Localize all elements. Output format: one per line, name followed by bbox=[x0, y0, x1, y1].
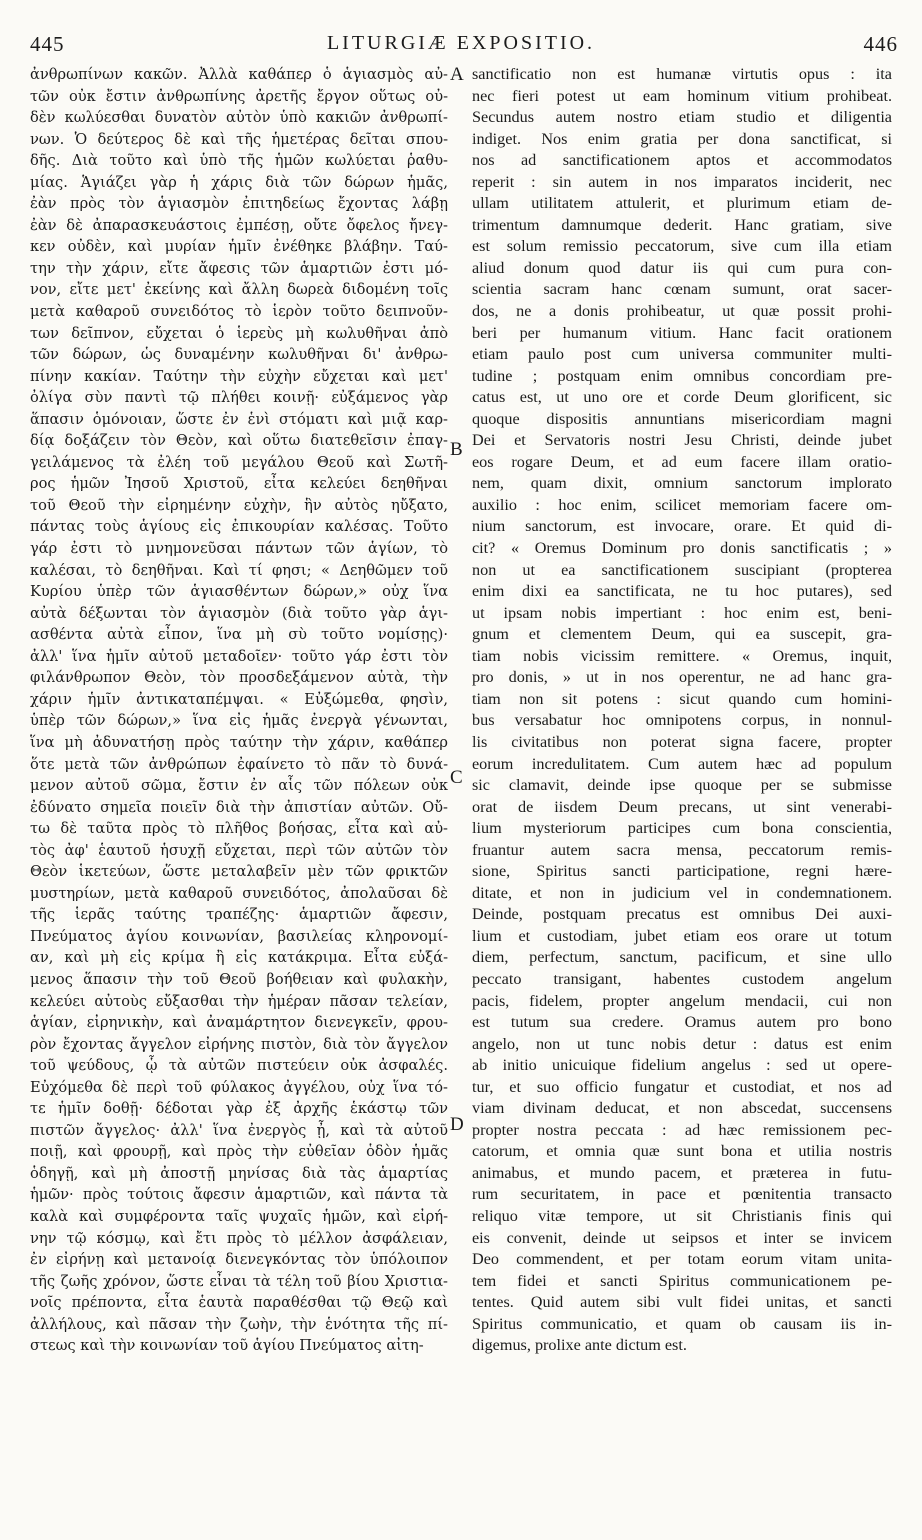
text-line: ρὸν ἔχοντας ἄγγελον εἰρήνης πιστὸν, διὰ τὸν ἄγγελον bbox=[30, 1035, 448, 1053]
text-line: reliquo vitæ tempore, ut sit Christianis finis qui bbox=[472, 1206, 892, 1225]
text-line: ὁδηγῇ, καὶ μὴ ἀποστῇ μηνίσας διὰ τὰς ἁμαρτίας bbox=[30, 1164, 448, 1182]
text-line: τῶν δώρων, ὡς δυναμένην κωλυθῆναι δι' ἀνθρω- bbox=[30, 346, 448, 364]
text-line: eorum incredulitatem. Cum autem hæc ad populum bbox=[472, 754, 892, 773]
text-line: ἀνθρωπίνων κακῶν. Ἀλλὰ καθάπερ ὁ ἁγιασμὸς αὐ- bbox=[30, 66, 448, 83]
text-line: diem, perfectum, sanctum, pacificum, et sine ullo bbox=[472, 948, 892, 967]
text-line: τοῦ Θεοῦ τὴν εἰρημένην εὐχὴν, ἣν αὐτὸς ηὔξατο, bbox=[30, 496, 448, 514]
text-line: δῆς. Διὰ τοῦτο καὶ ὑπὸ τῆς ἡμῶν κωλύεται ῥαθυ- bbox=[30, 152, 448, 170]
text-line: αὐτὰ δέξωνται τὸν ἁγιασμὸν (διὰ τοῦτο γὰρ ἁγι- bbox=[30, 604, 448, 622]
text-line: ab initio unicuique fidelium angelus : sed ut opere- bbox=[472, 1056, 892, 1075]
text-line: nec fieri potest ut eam hominum vitium prohibeat. bbox=[472, 86, 892, 105]
text-line: peccato transigant, habentes custodem angelum bbox=[472, 969, 892, 988]
text-line: τῶν οὐκ ἔστιν ἀνθρωπίνης ἀρετῆς ἔργον οὕτως οὐ- bbox=[30, 87, 448, 105]
text-line: sanctificatio non est humanæ virtutis opus : ita bbox=[472, 65, 892, 83]
text-line: ασθέντα αὐτὰ εἶπον, ἵνα μὴ σὺ τοῦτο νομίσῃς)· bbox=[30, 626, 448, 644]
text-line: cit? « Oremus Dominum pro donis sanctificatis ; » bbox=[472, 539, 892, 558]
text-line: etiam paulo post cum universa communiter multi- bbox=[472, 345, 892, 364]
text-line: sic clamavit, deinde ipse quoque per se submisse bbox=[472, 776, 892, 795]
text-line: fruantur autem sacra mensa, peccatorum remis- bbox=[472, 840, 892, 859]
page-number-left: 445 bbox=[30, 32, 65, 56]
text-line: Deo commendent, et per totam eorum vitam unita- bbox=[472, 1250, 892, 1269]
text-line: pro donis, » ut in nos operentur, ne ad hanc gra- bbox=[472, 668, 892, 687]
text-line: reperit : sin autem in nos imparatos inciderit, nec bbox=[472, 172, 892, 191]
text-line: των δεῖπνον, εὔχεται ὁ ἱερεὺς μὴ κωλυθῆναι ἀπὸ bbox=[30, 324, 448, 342]
section-marker-a: A bbox=[450, 64, 464, 85]
text-line: καλέσαι, τὸ δεηθῆναι. Καὶ τί φησι; « Δεηθῶμεν τοῦ bbox=[30, 561, 448, 579]
text-line: ὀλίγα σὺν παντὶ τῷ πλήθει κοινῇ· εὐξάμενος γὰρ bbox=[30, 389, 448, 407]
text-line: Dei et Servatoris nostri Jesu Christi, deinde jubet bbox=[472, 431, 892, 450]
text-line: φιλάνθρωπον Θεὸν, τὸν προσδεξάμενον αὐτὰ, τὴν bbox=[30, 669, 448, 687]
text-line: Deinde, postquam precatus est omnibus Dei auxi- bbox=[472, 905, 892, 924]
text-line: ἐὰν δὲ ἀπαρασκευάστοις ἐμπέσῃ, οὔτε ὄφελος ἤνεγ- bbox=[30, 216, 448, 234]
text-line: γειλάμενος τὰ ἐλέη τοῦ μεγάλου Θεοῦ καὶ Σωτῆ- bbox=[30, 453, 448, 471]
text-line: angelo, non ut tunc nobis detur : datus est enim bbox=[472, 1034, 892, 1053]
text-line: ὅτε μετὰ τῶν ἀνθρώπων ἐφαίνετο τὸ πᾶν τὸ δυνά- bbox=[30, 755, 448, 773]
text-line: tem fidei et sancti Spiritus communicationem pe- bbox=[472, 1271, 892, 1290]
text-line: animabus, et mundo pacem, et præterea in futu- bbox=[472, 1163, 892, 1182]
text-line: nem, quam dixit, omnium sanctorum implorato bbox=[472, 474, 892, 493]
text-line: ἀλλήλους, καὶ πᾶσαν τὴν ζωὴν, τὴν ἑνότητα τῆς πί- bbox=[30, 1315, 448, 1333]
text-line: ποιῇ, καὶ φρουρῇ, καὶ πρὸς τὴν εὐθεῖαν ὁδὸν ἡμᾶς bbox=[30, 1143, 448, 1161]
text-line: rum securitatem, in pace et pœnitentia transacto bbox=[472, 1185, 892, 1204]
text-line: ρος ἡμῶν Ἰησοῦ Χριστοῦ, εἶτα κελεύει δεηθῆναι bbox=[30, 475, 448, 493]
text-line: beri per humanum vitium. Hanc facit orationem bbox=[472, 323, 892, 342]
text-line: Εὐχόμεθα δὲ περὶ τοῦ φύλακος ἀγγέλου, οὐχ ἵνα τό- bbox=[30, 1078, 448, 1096]
text-line: nos ad sanctificationem aptos et accommodatos bbox=[472, 151, 892, 170]
text-line: orat de iisdem Deum precans, ut sint venerabi- bbox=[472, 797, 892, 816]
text-line: ἐὰν πρὸς τὸν ἁγιασμὸν ἐπιτηδείως ἔχοντας λάβῃ bbox=[30, 195, 448, 213]
text-line: tiam non sit potens : sicut quando cum homini- bbox=[472, 689, 892, 708]
text-line: στεως καὶ τὴν κοινωνίαν τοῦ ἁγίου Πνεύματος αἰτη- bbox=[30, 1337, 424, 1355]
text-line: sione, Spiritus sancti participatione, regni hære- bbox=[472, 862, 892, 881]
running-title: LITURGIÆ EXPOSITIO. bbox=[326, 32, 596, 54]
text-line: τε ἡμῖν δοθῇ· δέδοται γὰρ ἐξ ἀρχῆς ἑκάστῳ τῶν bbox=[30, 1100, 448, 1118]
text-line: την τὴν χάριν, εἴτε ἄφεσις τῶν ἁμαρτιῶν ἐστι μό- bbox=[30, 259, 448, 277]
text-line: μενος ἅπασιν τὴν τοῦ Θεοῦ βοήθειαν καὶ φυλακὴν, bbox=[30, 970, 448, 988]
text-line: κεν οὐδὲν, καὶ μυρίαν ἡμῖν ἐνέθηκε βλάβην. Ταύ- bbox=[30, 238, 448, 256]
text-line: μυστηρίων, μετὰ καθαροῦ συνειδότος, ἀπολαῦσαι δὲ bbox=[30, 884, 448, 902]
text-line: ullam utilitatem attulerit, et plurimum etiam de- bbox=[472, 194, 892, 213]
text-line: ἵνα μὴ ἀδυνατήσῃ πρὸς ταύτην τὴν χάριν, καθάπερ bbox=[30, 733, 448, 751]
text-line: ὑπὲρ τῶν δώρων,» ἵνα εἰς ἡμᾶς ἐνεργὰ γένωνται, bbox=[30, 712, 448, 730]
section-marker-d: D bbox=[450, 1114, 464, 1135]
text-line: viam divinam deducat, et non abscedat, succensens bbox=[472, 1099, 892, 1118]
text-line: pacis, fidelem, propter angelum mendacii, cui non bbox=[472, 991, 892, 1010]
text-line: γάρ ἐστι τὸ μνημονεῦσαι πάντων τῶν ἁγίων, τὸ bbox=[30, 540, 448, 558]
text-line: enim dixi ea sanctificata, ne tu hoc putares), sed bbox=[472, 582, 892, 601]
text-line: Κυρίου ὑπὲρ τῶν ἁγιασθέντων δώρων,» οὐχ ἵνα bbox=[30, 583, 448, 601]
page-header bbox=[0, 30, 922, 58]
text-line: est tutum sua credere. Oramus autem pro bono bbox=[472, 1013, 892, 1032]
text-line: trimentum damnumque dederit. Hanc gratiam, sive bbox=[472, 215, 892, 234]
text-line: μίας. Ἁγιάζει γὰρ ἡ χάρις διὰ τῶν δώρων ἡμᾶς, bbox=[30, 173, 448, 191]
text-line: eis convenit, deinde ut seipsos et inter se invicem bbox=[472, 1228, 892, 1247]
greek-column bbox=[30, 64, 448, 1514]
text-line: auxilio : hoc enim, scilicet memoriam facere om- bbox=[472, 495, 892, 514]
text-line: ut ipsam nobis impertiant : hoc enim est, beni- bbox=[472, 603, 892, 622]
text-line: ἡμῶν· πρὸς τούτοις ἄφεσιν ἁμαρτιῶν, καὶ πάντα τὰ bbox=[30, 1186, 448, 1204]
text-line: δὲν κωλύεσθαι δυνατὸν αὐτὸν ὑπὸ κακιῶν ἀνθρωπί- bbox=[30, 109, 448, 127]
text-line: Θεὸν ἱκετεύων, ὥστε μεταλαβεῖν μὲν τῶν φρικτῶν bbox=[30, 863, 448, 881]
text-line: κελεύει αὐτοὺς εὔξασθαι τὴν ἡμέραν πᾶσαν τελείαν, bbox=[30, 992, 448, 1010]
text-line: τῆς ἱερᾶς ταύτης τραπέζης· ἁμαρτιῶν ἄφεσιν, bbox=[30, 906, 448, 924]
section-marker-c: C bbox=[450, 767, 463, 788]
text-line: ἐδύνατο σημεῖα ποιεῖν διὰ τὴν ἀπιστίαν αὐτῶν. Οὔ- bbox=[30, 798, 448, 816]
text-line: πιστῶν ἄγγελος· ἀλλ' ἵνα ἐνεργὸς ᾖ, καὶ τὰ αὐτοῦ bbox=[30, 1121, 448, 1139]
text-line: νων. Ὁ δεύτερος δὲ καὶ τῆς ἡμετέρας δεῖται σπου- bbox=[30, 130, 448, 148]
text-line: lium et custodiam, jubet etiam eos orare ut totum bbox=[472, 926, 892, 945]
text-line: μενον αὐτοῦ σῶμα, ἔστιν ἐν αἷς τῶν πόλεων οὐκ bbox=[30, 777, 448, 795]
text-line: ἁγίαν, εἰρηνικὴν, καὶ ἀναμάρτητον διενεγκεῖν, φρου- bbox=[30, 1014, 448, 1032]
text-line: est solum remissio peccatorum, sive cum illa etiam bbox=[472, 237, 892, 256]
text-line: μετὰ καθαροῦ συνειδότος τὸ ἱερὸν τοῦτο δειπνοῦν- bbox=[30, 303, 448, 321]
text-line: νην τῷ κόσμῳ, καὶ ἔτι πρὸς τὸ μέλλον ἀσφάλειαν, bbox=[30, 1229, 448, 1247]
text-line: bus versabatur hoc omnipotens corpus, in nonnul- bbox=[472, 711, 892, 730]
text-line: χάριν ἡμῖν ἀντικαταπέμψαι. « Εὐξώμεθα, φησὶν, bbox=[30, 690, 448, 708]
text-line: αν, καὶ μὴ εἰς κρίμα ἢ εἰς κατάκριμα. Εἶτα εὐξά- bbox=[30, 949, 448, 967]
text-line: ditate, et non in judicium vel in condemnationem. bbox=[472, 883, 892, 902]
text-line: νον, εἴτε μετ' ἐκείνης καὶ ἄλλη δωρεὰ διδομένη τοῖς bbox=[30, 281, 448, 299]
text-line: tiam nobis vicissim remittere. « Oremus, inquit, bbox=[472, 646, 892, 665]
text-line: νοῖς πρέποντα, εἶτα ἑαυτὰ παραθέσθαι τῷ Θεῷ καὶ bbox=[30, 1294, 448, 1312]
text-line: gnum et clementem Deum, qui ea suscepit, gra- bbox=[472, 625, 892, 644]
text-line: τῆς ζωῆς χρόνον, ὥστε εἶναι τὰ τέλη τοῦ βίου Χριστια- bbox=[30, 1272, 448, 1290]
text-line: πίνην κακίαν. Ταύτην τὴν εὐχὴν εὔχεται καὶ μετ' bbox=[30, 367, 448, 385]
text-line: δίᾳ δοξάζειν τὸν Θεὸν, καὶ οὕτω διατεθεῖσιν ἐπαγ- bbox=[30, 432, 448, 450]
text-line: τοῦ ψεύδους, ᾧ τὰ αὐτῶν πιστεύειν οὐκ ἀσφαλές. bbox=[30, 1057, 448, 1075]
text-line: aliud donum quod datur iis qui cum pura con- bbox=[472, 258, 892, 277]
text-line: ἅπασιν ὁμόνοιαν, ὥστε ἐν ἑνὶ στόματι καὶ μιᾷ καρ- bbox=[30, 410, 448, 428]
text-line: lium mysteriorum participes cum bona conscientia, bbox=[472, 819, 892, 838]
text-line: καλὰ καὶ συμφέροντα ταῖς ψυχαῖς ἡμῶν, καὶ εἰρή- bbox=[30, 1207, 448, 1225]
text-line: πάντας τοὺς ἁγίους εἰς ἐπικουρίαν καλέσας. Τοῦτο bbox=[30, 518, 448, 536]
text-line: quoque dispositis annuntians misericordiam magni bbox=[472, 409, 892, 428]
text-line: τω δὲ ταῦτα πρὸς τὸ πλῆθος βοήσας, εἶτα καὶ αὐ- bbox=[30, 820, 448, 838]
text-line: tur, et suo officio fungatur et custodiat, et nos ad bbox=[472, 1077, 892, 1096]
text-line: catorum, et omnia quæ sunt bona et utilia nostris bbox=[472, 1142, 892, 1161]
text-line: Πνεύματος ἁγίου κοινωνίαν, βασιλείας κληρονομί- bbox=[30, 927, 448, 945]
text-line: eos rogare Deum, et ad eum facere illam oratio- bbox=[472, 452, 892, 471]
text-line: tentes. Quid autem sibi vult fidei unitas, et sancti bbox=[472, 1293, 892, 1312]
text-line: Secundus autem nostro etiam studio et diligentia bbox=[472, 108, 892, 127]
text-line: τὸς ἀφ' ἑαυτοῦ ἡσυχῇ εὔχεται, περὶ τῶν αὐτῶν τὸν bbox=[30, 841, 448, 859]
text-line: non ut ea sanctificationem suscipiant (propterea bbox=[472, 560, 892, 579]
text-line: nium sanctorum, est invocare, orare. Et quid di- bbox=[472, 517, 892, 536]
text-line: Spiritus communicatio, et quam ob causam iis in- bbox=[472, 1314, 892, 1333]
text-line: indiget. Nos enim gratia per dona sanctificat, si bbox=[472, 129, 892, 148]
text-line: propter nostra peccata : ad hæc remissionem pec- bbox=[472, 1120, 892, 1139]
text-line: scientia sacram hanc cœnam sumunt, orat sacer- bbox=[472, 280, 892, 299]
latin-column bbox=[472, 64, 892, 1514]
page-number-right: 446 bbox=[863, 32, 898, 56]
text-line: tudine ; postquam enim omnibus concordiam pre- bbox=[472, 366, 892, 385]
text-line: dos, ne a donis prohibeatur, ut quæ possit prohi- bbox=[472, 302, 892, 321]
text-line: digemus, prolixe ante dictum est. bbox=[472, 1336, 687, 1355]
section-marker-b: B bbox=[450, 439, 463, 460]
text-line: catus est, ut uno ore et corde Deum glorificent, sic bbox=[472, 388, 892, 407]
text-line: ἐν εἰρήνῃ καὶ μετανοίᾳ διενεγκόντας τὸν ὑπόλοιπον bbox=[30, 1251, 448, 1269]
text-line: ἀλλ' ἵνα ἡμῖν αὐτοῦ μεταδοῖεν· τοῦτο γάρ ἐστι τὸν bbox=[30, 647, 448, 665]
text-line: lis civitatibus non poterat signa facere, propter bbox=[472, 732, 892, 751]
